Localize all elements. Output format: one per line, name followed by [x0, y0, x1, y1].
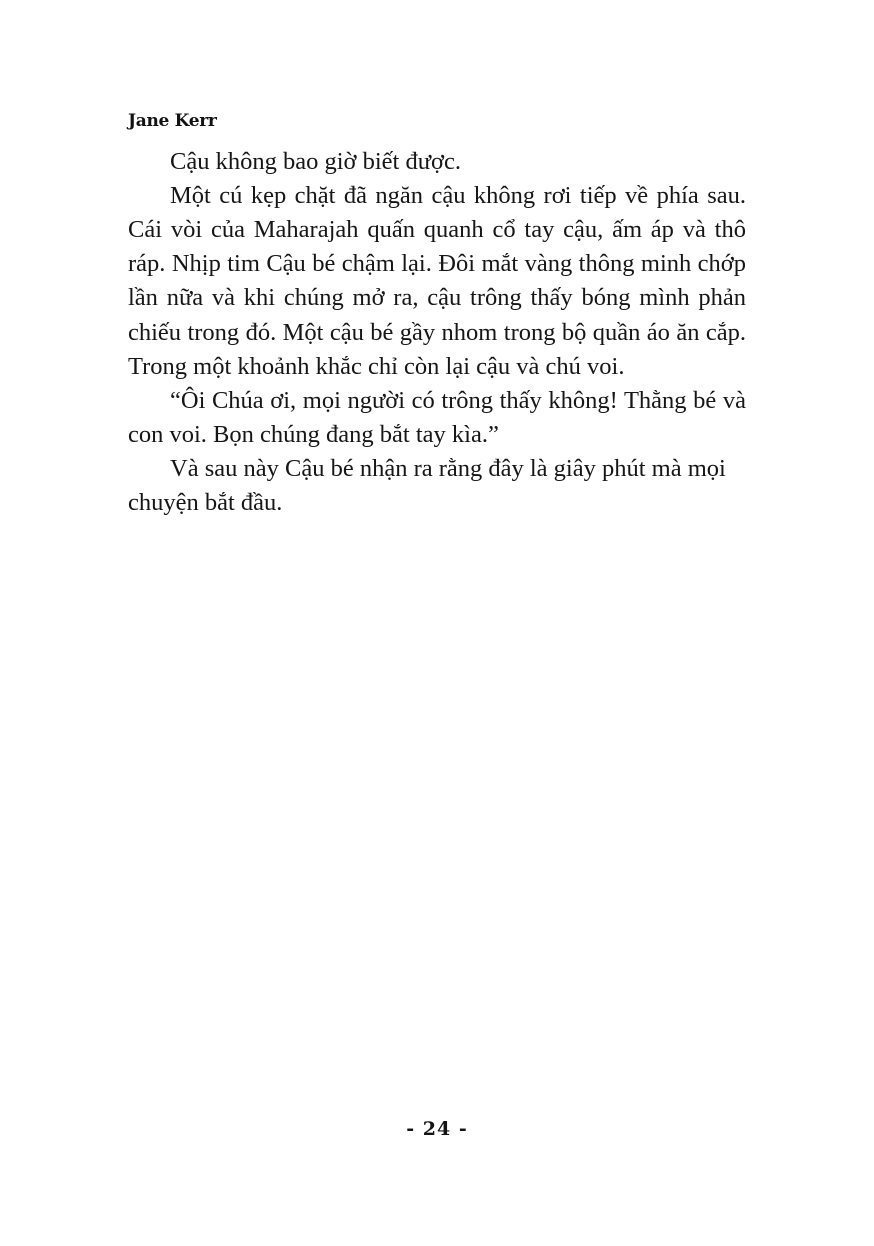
running-head-author: Jane Kerr	[128, 111, 217, 131]
paragraph: Cậu không bao giờ biết được.	[170, 147, 461, 175]
paragraph: “Ôi Chúa ơi, mọi người có trông thấy không! Thằng bé và con voi. Bọn chúng đang bắt tay kìa.”	[128, 386, 746, 449]
paragraph: Một cú kẹp chặt đã ngăn cậu không rơi tiếp về phía sau. Cái vòi của Maharajah quấn quanh cổ tay cậu, ấm áp và thô ráp. Nhịp tim Cậu bé chậm lại. Đôi mắt vàng thông minh chớp lần nữa và khi chúng mở ra, cậu trông thấy bóng mình phản chiếu trong đó. Một cậu bé gầy nhom trong bộ quần áo ăn cắp. Trong một khoảnh khắc chỉ còn lại cậu và chú voi.	[128, 181, 746, 380]
body-text	[128, 145, 746, 521]
page-text-block	[128, 112, 746, 521]
paragraph: Và sau này Cậu bé nhận ra rằng đây là giây phút mà mọi chuyện bắt đầu.	[128, 455, 726, 517]
page-number: - 24 -	[406, 1118, 468, 1140]
